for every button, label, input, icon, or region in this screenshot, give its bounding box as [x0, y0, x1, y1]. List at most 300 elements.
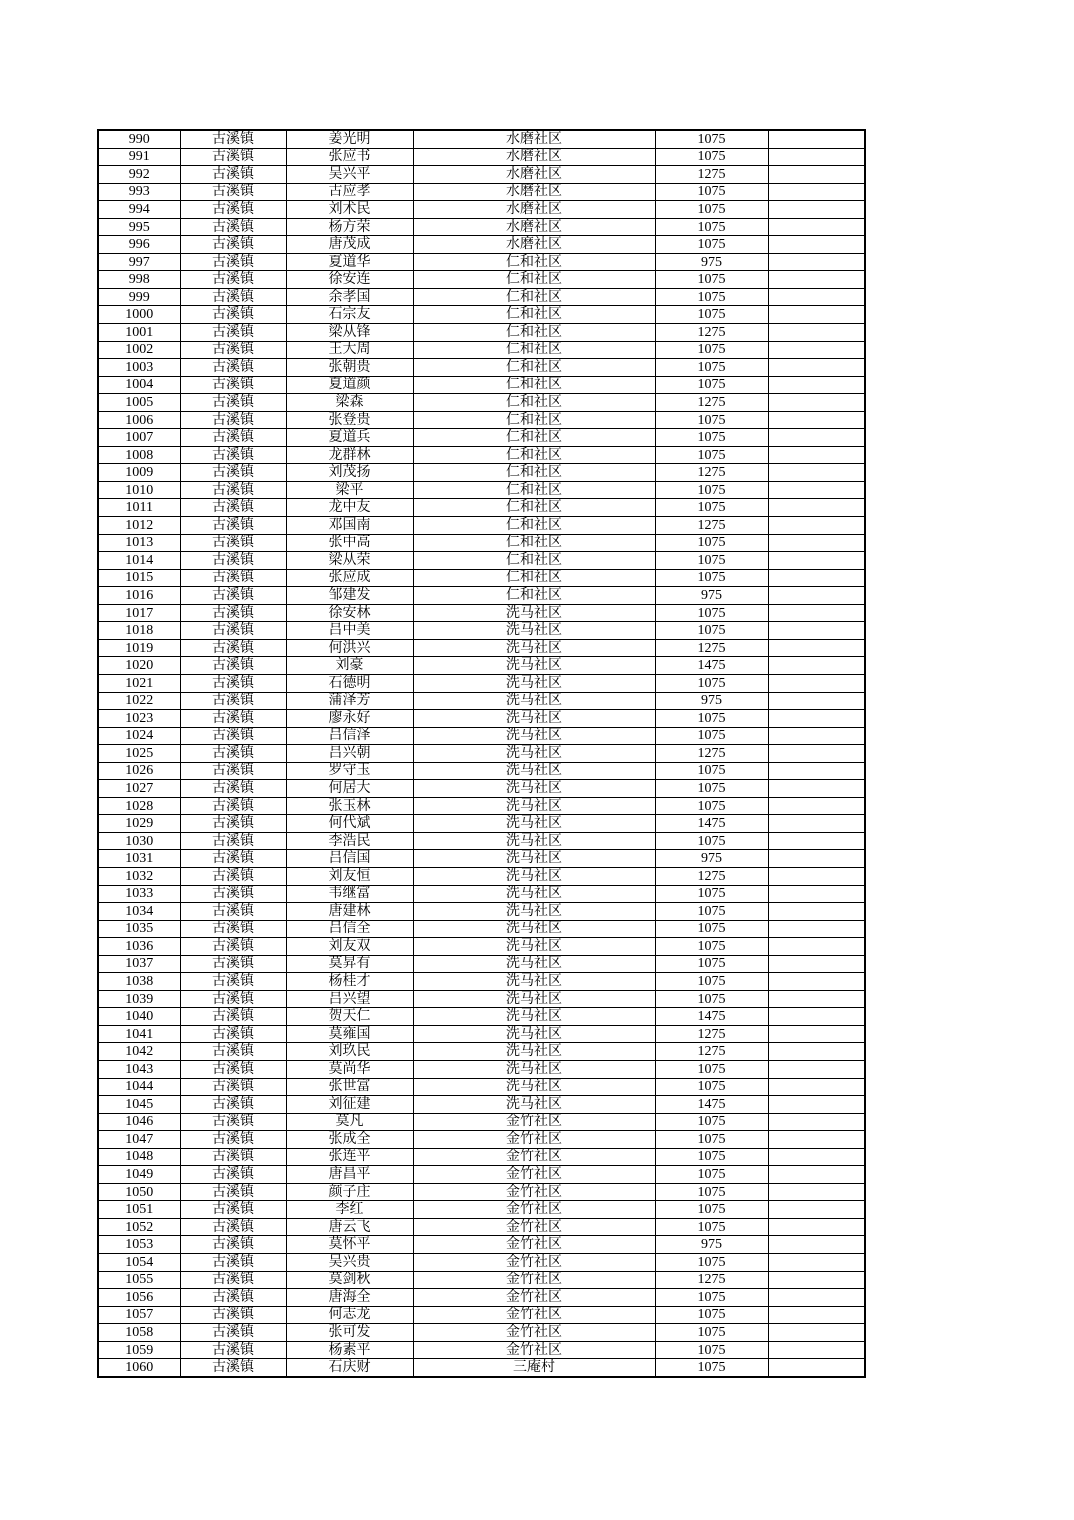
town-cell: 古溪镇: [180, 1218, 286, 1236]
community-cell: 洗马社区: [413, 622, 655, 640]
row-number-cell: 1041: [98, 1025, 180, 1043]
note-cell: [768, 639, 865, 657]
table-row: [98, 411, 865, 429]
row-number-cell: 998: [98, 271, 180, 289]
amount-cell: 1275: [655, 867, 768, 885]
name-cell: 吕信全: [286, 920, 413, 938]
town-cell: 古溪镇: [180, 1201, 286, 1219]
town-cell: 古溪镇: [180, 990, 286, 1008]
row-number-cell: 1048: [98, 1148, 180, 1166]
community-cell: 金竹社区: [413, 1341, 655, 1359]
community-cell: 仁和社区: [413, 271, 655, 289]
name-cell: 唐茂成: [286, 236, 413, 254]
community-cell: 金竹社区: [413, 1324, 655, 1342]
table-row: [98, 1341, 865, 1359]
row-number-cell: 995: [98, 218, 180, 236]
amount-cell: 1075: [655, 271, 768, 289]
name-cell: 蒲泽芳: [286, 692, 413, 710]
table-row: [98, 1324, 865, 1342]
community-cell: 金竹社区: [413, 1254, 655, 1272]
row-number-cell: 1038: [98, 973, 180, 991]
name-cell: 贺天仁: [286, 1008, 413, 1026]
name-cell: 吴兴平: [286, 166, 413, 184]
town-cell: 古溪镇: [180, 429, 286, 447]
town-cell: 古溪镇: [180, 481, 286, 499]
row-number-cell: 1009: [98, 464, 180, 482]
note-cell: [768, 1254, 865, 1272]
town-cell: 古溪镇: [180, 832, 286, 850]
row-number-cell: 994: [98, 201, 180, 219]
name-cell: 杨方荣: [286, 218, 413, 236]
data-table: [97, 129, 866, 1378]
name-cell: 夏道华: [286, 253, 413, 271]
row-number-cell: 1018: [98, 622, 180, 640]
amount-cell: 1075: [655, 446, 768, 464]
amount-cell: 1075: [655, 797, 768, 815]
community-cell: 水磨社区: [413, 236, 655, 254]
town-cell: 古溪镇: [180, 569, 286, 587]
community-cell: 金竹社区: [413, 1289, 655, 1307]
town-cell: 古溪镇: [180, 639, 286, 657]
community-cell: 水磨社区: [413, 183, 655, 201]
name-cell: 张朝贵: [286, 359, 413, 377]
table-row: [98, 710, 865, 728]
town-cell: 古溪镇: [180, 587, 286, 605]
amount-cell: 1475: [655, 815, 768, 833]
note-cell: [768, 148, 865, 166]
table-row: [98, 569, 865, 587]
name-cell: 梁森: [286, 394, 413, 412]
name-cell: 吕信泽: [286, 727, 413, 745]
community-cell: 洗马社区: [413, 657, 655, 675]
town-cell: 古溪镇: [180, 1324, 286, 1342]
table-row: [98, 1078, 865, 1096]
table-row: [98, 288, 865, 306]
town-cell: 古溪镇: [180, 1096, 286, 1114]
community-cell: 洗马社区: [413, 815, 655, 833]
town-cell: 古溪镇: [180, 1078, 286, 1096]
note-cell: [768, 1078, 865, 1096]
community-cell: 洗马社区: [413, 990, 655, 1008]
note-cell: [768, 429, 865, 447]
note-cell: [768, 850, 865, 868]
town-cell: 古溪镇: [180, 446, 286, 464]
table-row: [98, 1218, 865, 1236]
table-row: [98, 973, 865, 991]
town-cell: 古溪镇: [180, 271, 286, 289]
table-row: [98, 1183, 865, 1201]
row-number-cell: 1000: [98, 306, 180, 324]
table-row: [98, 1236, 865, 1254]
row-number-cell: 1037: [98, 955, 180, 973]
note-cell: [768, 885, 865, 903]
community-cell: 仁和社区: [413, 376, 655, 394]
name-cell: 刘征建: [286, 1096, 413, 1114]
name-cell: 颜子庄: [286, 1183, 413, 1201]
row-number-cell: 1044: [98, 1078, 180, 1096]
town-cell: 古溪镇: [180, 1271, 286, 1289]
amount-cell: 1075: [655, 990, 768, 1008]
row-number-cell: 991: [98, 148, 180, 166]
note-cell: [768, 938, 865, 956]
name-cell: 梁从荣: [286, 552, 413, 570]
community-cell: 仁和社区: [413, 341, 655, 359]
town-cell: 古溪镇: [180, 166, 286, 184]
table-row: [98, 639, 865, 657]
table-row: [98, 587, 865, 605]
community-cell: 金竹社区: [413, 1183, 655, 1201]
community-cell: 金竹社区: [413, 1148, 655, 1166]
town-cell: 古溪镇: [180, 973, 286, 991]
town-cell: 古溪镇: [180, 1359, 286, 1377]
name-cell: 梁平: [286, 481, 413, 499]
name-cell: 刘友双: [286, 938, 413, 956]
note-cell: [768, 1131, 865, 1149]
row-number-cell: 1060: [98, 1359, 180, 1377]
amount-cell: 1275: [655, 394, 768, 412]
table-row: [98, 359, 865, 377]
row-number-cell: 1046: [98, 1113, 180, 1131]
amount-cell: 1075: [655, 534, 768, 552]
town-cell: 古溪镇: [180, 955, 286, 973]
community-cell: 洗马社区: [413, 710, 655, 728]
name-cell: 廖永好: [286, 710, 413, 728]
town-cell: 古溪镇: [180, 1060, 286, 1078]
note-cell: [768, 201, 865, 219]
name-cell: 张世富: [286, 1078, 413, 1096]
name-cell: 吕兴望: [286, 990, 413, 1008]
town-cell: 古溪镇: [180, 1131, 286, 1149]
note-cell: [768, 236, 865, 254]
row-number-cell: 1021: [98, 674, 180, 692]
table-row: [98, 183, 865, 201]
note-cell: [768, 1324, 865, 1342]
row-number-cell: 1013: [98, 534, 180, 552]
name-cell: 唐昌平: [286, 1166, 413, 1184]
amount-cell: 1075: [655, 569, 768, 587]
town-cell: 古溪镇: [180, 674, 286, 692]
note-cell: [768, 710, 865, 728]
town-cell: 古溪镇: [180, 253, 286, 271]
note-cell: [768, 955, 865, 973]
note-cell: [768, 762, 865, 780]
town-cell: 古溪镇: [180, 903, 286, 921]
name-cell: 石德明: [286, 674, 413, 692]
table-row: [98, 1359, 865, 1377]
note-cell: [768, 815, 865, 833]
community-cell: 仁和社区: [413, 359, 655, 377]
name-cell: 古应孝: [286, 183, 413, 201]
row-number-cell: 1006: [98, 411, 180, 429]
name-cell: 吴兴贵: [286, 1254, 413, 1272]
row-number-cell: 990: [98, 130, 180, 148]
note-cell: [768, 745, 865, 763]
row-number-cell: 1057: [98, 1306, 180, 1324]
town-cell: 古溪镇: [180, 183, 286, 201]
town-cell: 古溪镇: [180, 1008, 286, 1026]
table-row: [98, 271, 865, 289]
town-cell: 古溪镇: [180, 534, 286, 552]
table-row: [98, 306, 865, 324]
note-cell: [768, 130, 865, 148]
note-cell: [768, 674, 865, 692]
amount-cell: 1075: [655, 832, 768, 850]
amount-cell: 1075: [655, 1289, 768, 1307]
table-row: [98, 955, 865, 973]
amount-cell: 1075: [655, 429, 768, 447]
name-cell: 张应成: [286, 569, 413, 587]
community-cell: 仁和社区: [413, 324, 655, 342]
name-cell: 龙群林: [286, 446, 413, 464]
table-row: [98, 692, 865, 710]
row-number-cell: 1004: [98, 376, 180, 394]
community-cell: 金竹社区: [413, 1218, 655, 1236]
name-cell: 邓国南: [286, 517, 413, 535]
table-row: [98, 1166, 865, 1184]
town-cell: 古溪镇: [180, 1113, 286, 1131]
town-cell: 古溪镇: [180, 1043, 286, 1061]
row-number-cell: 1040: [98, 1008, 180, 1026]
note-cell: [768, 587, 865, 605]
amount-cell: 1075: [655, 973, 768, 991]
row-number-cell: 1025: [98, 745, 180, 763]
table-row: [98, 1043, 865, 1061]
amount-cell: 1075: [655, 1060, 768, 1078]
town-cell: 古溪镇: [180, 464, 286, 482]
note-cell: [768, 394, 865, 412]
community-cell: 金竹社区: [413, 1113, 655, 1131]
table-row: [98, 464, 865, 482]
town-cell: 古溪镇: [180, 148, 286, 166]
table-row: [98, 938, 865, 956]
community-cell: 洗马社区: [413, 604, 655, 622]
amount-cell: 1075: [655, 1078, 768, 1096]
table-row: [98, 517, 865, 535]
community-cell: 仁和社区: [413, 552, 655, 570]
row-number-cell: 1007: [98, 429, 180, 447]
name-cell: 刘茂扬: [286, 464, 413, 482]
town-cell: 古溪镇: [180, 1183, 286, 1201]
amount-cell: 1075: [655, 183, 768, 201]
town-cell: 古溪镇: [180, 236, 286, 254]
amount-cell: 975: [655, 587, 768, 605]
table-row: [98, 148, 865, 166]
town-cell: 古溪镇: [180, 780, 286, 798]
row-number-cell: 1017: [98, 604, 180, 622]
name-cell: 韦继富: [286, 885, 413, 903]
table-row: [98, 341, 865, 359]
community-cell: 三庵村: [413, 1359, 655, 1377]
town-cell: 古溪镇: [180, 359, 286, 377]
row-number-cell: 997: [98, 253, 180, 271]
note-cell: [768, 569, 865, 587]
note-cell: [768, 166, 865, 184]
community-cell: 金竹社区: [413, 1236, 655, 1254]
town-cell: 古溪镇: [180, 1306, 286, 1324]
name-cell: 梁从锋: [286, 324, 413, 342]
amount-cell: 1075: [655, 552, 768, 570]
row-number-cell: 1039: [98, 990, 180, 1008]
amount-cell: 1075: [655, 411, 768, 429]
town-cell: 古溪镇: [180, 288, 286, 306]
name-cell: 杨桂才: [286, 973, 413, 991]
amount-cell: 1275: [655, 1271, 768, 1289]
note-cell: [768, 1008, 865, 1026]
name-cell: 邹建发: [286, 587, 413, 605]
community-cell: 仁和社区: [413, 534, 655, 552]
table-row: [98, 394, 865, 412]
table-row: [98, 1060, 865, 1078]
amount-cell: 1075: [655, 1306, 768, 1324]
note-cell: [768, 1341, 865, 1359]
town-cell: 古溪镇: [180, 1148, 286, 1166]
note-cell: [768, 990, 865, 1008]
table-row: [98, 867, 865, 885]
town-cell: 古溪镇: [180, 517, 286, 535]
row-number-cell: 1036: [98, 938, 180, 956]
community-cell: 金竹社区: [413, 1306, 655, 1324]
town-cell: 古溪镇: [180, 710, 286, 728]
row-number-cell: 1050: [98, 1183, 180, 1201]
row-number-cell: 1027: [98, 780, 180, 798]
community-cell: 金竹社区: [413, 1201, 655, 1219]
community-cell: 洗马社区: [413, 920, 655, 938]
town-cell: 古溪镇: [180, 622, 286, 640]
amount-cell: 1075: [655, 1183, 768, 1201]
name-cell: 龙中友: [286, 499, 413, 517]
table-row: [98, 218, 865, 236]
table-row: [98, 1271, 865, 1289]
row-number-cell: 999: [98, 288, 180, 306]
town-cell: 古溪镇: [180, 745, 286, 763]
table-row: [98, 920, 865, 938]
community-cell: 洗马社区: [413, 780, 655, 798]
community-cell: 洗马社区: [413, 727, 655, 745]
amount-cell: 1075: [655, 218, 768, 236]
row-number-cell: 1053: [98, 1236, 180, 1254]
name-cell: 刘豪: [286, 657, 413, 675]
community-cell: 仁和社区: [413, 288, 655, 306]
table-row: [98, 481, 865, 499]
table-row: [98, 745, 865, 763]
amount-cell: 1075: [655, 955, 768, 973]
amount-cell: 1075: [655, 1324, 768, 1342]
table-row: [98, 201, 865, 219]
table-row: [98, 780, 865, 798]
name-cell: 李红: [286, 1201, 413, 1219]
row-number-cell: 1043: [98, 1060, 180, 1078]
row-number-cell: 1029: [98, 815, 180, 833]
community-cell: 洗马社区: [413, 850, 655, 868]
amount-cell: 1075: [655, 780, 768, 798]
town-cell: 古溪镇: [180, 1254, 286, 1272]
row-number-cell: 1005: [98, 394, 180, 412]
amount-cell: 1075: [655, 130, 768, 148]
table-row: [98, 534, 865, 552]
amount-cell: 1075: [655, 1341, 768, 1359]
town-cell: 古溪镇: [180, 1341, 286, 1359]
table-row: [98, 604, 865, 622]
community-cell: 仁和社区: [413, 394, 655, 412]
table-row: [98, 324, 865, 342]
town-cell: 古溪镇: [180, 1289, 286, 1307]
row-number-cell: 1033: [98, 885, 180, 903]
note-cell: [768, 517, 865, 535]
table-row: [98, 1201, 865, 1219]
table-row: [98, 1306, 865, 1324]
town-cell: 古溪镇: [180, 867, 286, 885]
amount-cell: 1075: [655, 903, 768, 921]
community-cell: 洗马社区: [413, 762, 655, 780]
amount-cell: 1275: [655, 324, 768, 342]
table-row: [98, 797, 865, 815]
town-cell: 古溪镇: [180, 499, 286, 517]
amount-cell: 1075: [655, 359, 768, 377]
amount-cell: 1075: [655, 341, 768, 359]
table-row: [98, 1008, 865, 1026]
table-row: [98, 674, 865, 692]
row-number-cell: 1020: [98, 657, 180, 675]
amount-cell: 1075: [655, 1359, 768, 1377]
table-row: [98, 1131, 865, 1149]
amount-cell: 1075: [655, 201, 768, 219]
community-cell: 洗马社区: [413, 867, 655, 885]
town-cell: 古溪镇: [180, 394, 286, 412]
name-cell: 吕兴朝: [286, 745, 413, 763]
note-cell: [768, 920, 865, 938]
amount-cell: 1275: [655, 1025, 768, 1043]
note-cell: [768, 306, 865, 324]
town-cell: 古溪镇: [180, 376, 286, 394]
note-cell: [768, 780, 865, 798]
note-cell: [768, 1201, 865, 1219]
name-cell: 张连平: [286, 1148, 413, 1166]
note-cell: [768, 1306, 865, 1324]
row-number-cell: 1022: [98, 692, 180, 710]
table-row: [98, 236, 865, 254]
note-cell: [768, 867, 865, 885]
town-cell: 古溪镇: [180, 727, 286, 745]
town-cell: 古溪镇: [180, 1025, 286, 1043]
note-cell: [768, 657, 865, 675]
table-row: [98, 130, 865, 148]
community-cell: 仁和社区: [413, 429, 655, 447]
amount-cell: 1075: [655, 920, 768, 938]
note-cell: [768, 1025, 865, 1043]
row-number-cell: 1047: [98, 1131, 180, 1149]
name-cell: 杨素平: [286, 1341, 413, 1359]
row-number-cell: 1028: [98, 797, 180, 815]
community-cell: 仁和社区: [413, 569, 655, 587]
table-row: [98, 622, 865, 640]
name-cell: 何代斌: [286, 815, 413, 833]
amount-cell: 1275: [655, 517, 768, 535]
table-row: [98, 762, 865, 780]
community-cell: 金竹社区: [413, 1131, 655, 1149]
amount-cell: 1075: [655, 1131, 768, 1149]
community-cell: 仁和社区: [413, 481, 655, 499]
table-row: [98, 429, 865, 447]
town-cell: 古溪镇: [180, 324, 286, 342]
name-cell: 徐安连: [286, 271, 413, 289]
row-number-cell: 1001: [98, 324, 180, 342]
town-cell: 古溪镇: [180, 341, 286, 359]
row-number-cell: 1059: [98, 1341, 180, 1359]
table-row: [98, 1254, 865, 1272]
amount-cell: 975: [655, 692, 768, 710]
row-number-cell: 992: [98, 166, 180, 184]
row-number-cell: 1030: [98, 832, 180, 850]
